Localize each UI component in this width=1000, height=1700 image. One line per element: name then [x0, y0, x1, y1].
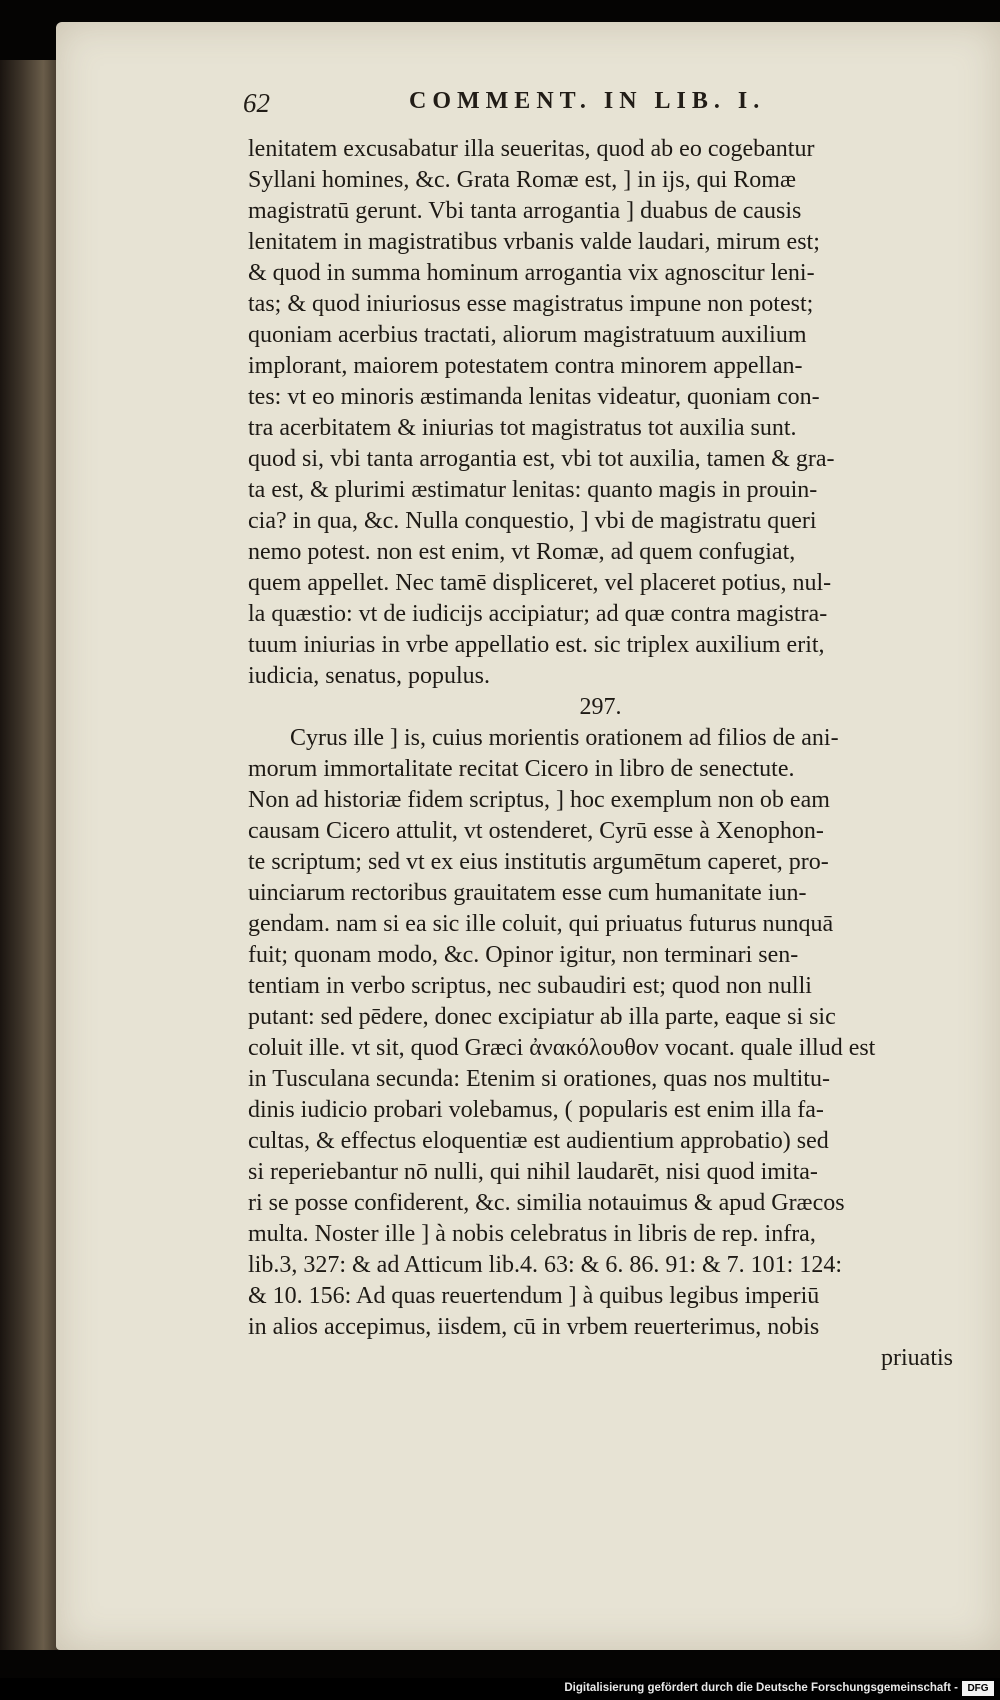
- dfg-logo: DFG: [962, 1681, 994, 1696]
- text-line: lib.3, 327: & ad Atticum lib.4. 63: & 6. 86. 91: & 7. 101: 124:: [248, 1252, 842, 1278]
- section-number: 297.: [579, 694, 622, 720]
- text-line: si reperiebantur nō nulli, qui nihil laudarēt, nisi quod imita-: [248, 1159, 818, 1185]
- text-line: tentiam in verbo scriptus, nec subaudiri est; quod non nulli: [248, 973, 812, 999]
- text-line: in Tusculana secunda: Etenim si orationes, quas nos multitu-: [248, 1066, 830, 1092]
- text-line: putant: sed pēdere, donec excipiatur ab illa parte, eaque si sic: [248, 1004, 836, 1030]
- text-line: causam Cicero attulit, vt ostenderet, Cyrū esse à Xenophon-: [248, 818, 824, 844]
- text-line: lenitatem in magistratibus vrbanis valde laudari, mirum est;: [248, 229, 820, 255]
- text-line: te scriptum; sed vt ex eius institutis argumētum caperet, pro-: [248, 849, 829, 875]
- text-line: tes: vt eo minoris æstimanda lenitas videatur, quoniam con-: [248, 384, 820, 410]
- book-edge: [0, 60, 62, 1650]
- text-line: gendam. nam si ea sic ille coluit, qui priuatus futurus nunquā: [248, 911, 834, 937]
- funding-notice: Digitalisierung gefördert durch die Deutsche Forschungsgemeinschaft -: [564, 1682, 958, 1694]
- text-line: iudicia, senatus, populus.: [248, 663, 490, 689]
- text-line: quoniam acerbius tractati, aliorum magistratuum auxilium: [248, 322, 807, 348]
- text-line: magistratū gerunt. Vbi tanta arrogantia ] duabus de causis: [248, 198, 802, 224]
- main-text: [248, 134, 953, 1374]
- text-line: Syllani homines, &c. Grata Romæ est, ] in ijs, qui Romæ: [248, 167, 796, 193]
- text-line: uinciarum rectoribus grauitatem esse cum humanitate iun-: [248, 880, 807, 906]
- digitization-footer: [0, 1678, 1000, 1700]
- text-line: tra acerbitatem & iniurias tot magistratus tot auxilia sunt.: [248, 415, 797, 441]
- text-line: fuit; quonam modo, &c. Opinor igitur, non terminari sen-: [248, 942, 799, 968]
- text-line: implorant, maiorem potestatem contra minorem appellan-: [248, 353, 803, 379]
- text-line: Cyrus ille ] is, cuius morientis orationem ad filios de ani-: [290, 725, 839, 751]
- page-number: 62: [243, 88, 270, 118]
- text-line: multa. Noster ille ] à nobis celebratus in libris de rep. infra,: [248, 1221, 816, 1247]
- page-header: [187, 88, 947, 128]
- text-line: la quæstio: vt de iudicijs accipiatur; ad quæ contra magistra-: [248, 601, 828, 627]
- text-line: tuum iniurias in vrbe appellatio est. sic triplex auxilium erit,: [248, 632, 825, 658]
- catchword: priuatis: [881, 1345, 953, 1371]
- running-head: COMMENT. IN LIB. I.: [409, 88, 766, 114]
- text-line: quem appellet. Nec tamē displiceret, vel placeret potius, nul-: [248, 570, 832, 596]
- text-line: lenitatem excusabatur illa seueritas, quod ab eo cogebantur: [248, 136, 815, 162]
- text-line: cultas, & effectus eloquentiæ est audientium approbatio) sed: [248, 1128, 829, 1154]
- text-line: dinis iudicio probari volebamus, ( popularis est enim illa fa-: [248, 1097, 824, 1123]
- text-line: morum immortalitate recitat Cicero in libro de senectute.: [248, 756, 795, 782]
- text-line: coluit ille. vt sit, quod Græci ἀνακόλουθον vocant. quale illud est: [248, 1035, 876, 1061]
- text-line: in alios accepimus, iisdem, cū in vrbem reuerterimus, nobis: [248, 1314, 820, 1340]
- text-line: tas; & quod iniuriosus esse magistratus impune non potest;: [248, 291, 814, 317]
- text-line: ri se posse confiderent, &c. similia notauimus & apud Græcos: [248, 1190, 845, 1216]
- text-line: quod si, vbi tanta arrogantia est, vbi tot auxilia, tamen & gra-: [248, 446, 835, 472]
- text-line: ta est, & plurimi æstimatur lenitas: quanto magis in prouin-: [248, 477, 818, 503]
- text-line: nemo potest. non est enim, vt Romæ, ad quem confugiat,: [248, 539, 796, 565]
- text-line: & quod in summa hominum arrogantia vix agnoscitur leni-: [248, 260, 815, 286]
- text-line: Non ad historiæ fidem scriptus, ] hoc exemplum non ob eam: [248, 787, 830, 813]
- text-line: cia? in qua, &c. Nulla conquestio, ] vbi de magistratu queri: [248, 508, 817, 534]
- text-line: & 10. 156: Ad quas reuertendum ] à quibus legibus imperiū: [248, 1283, 820, 1309]
